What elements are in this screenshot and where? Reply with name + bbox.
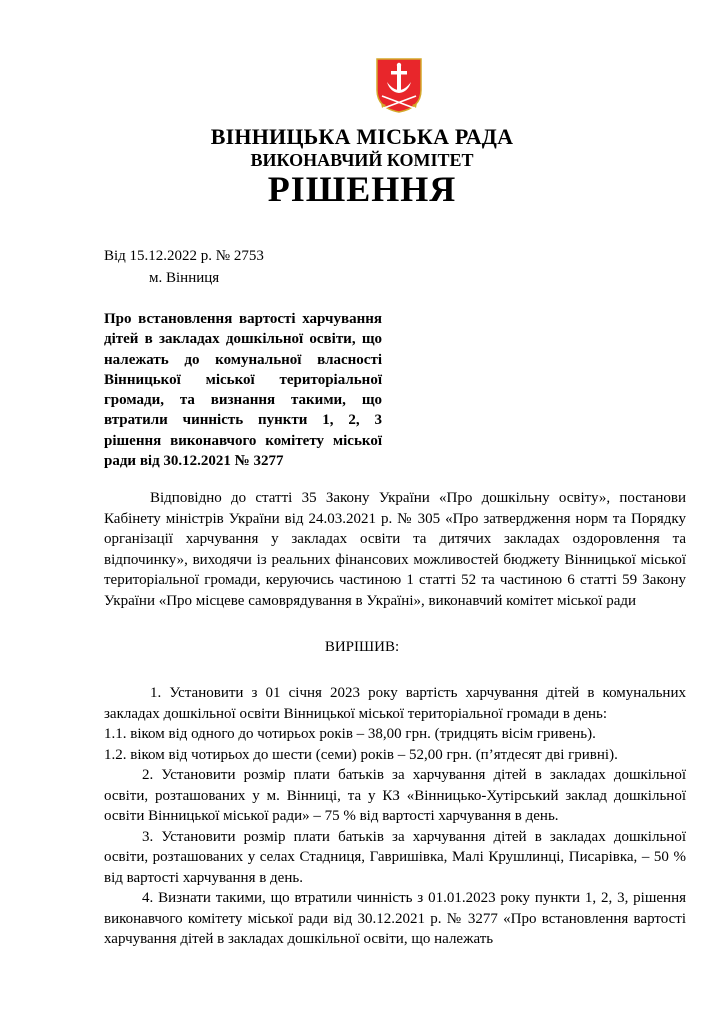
item-1-2: 1.2. віком від чотирьох до шести (семи) років – 52,00 грн. (п’ятдесят дві гривні). xyxy=(104,746,618,763)
city: м. Вінниця xyxy=(149,270,220,286)
decision-heading: ВИРІШИВ: xyxy=(324,639,400,655)
decision-items xyxy=(104,683,686,950)
item-4: 4. Визнати такими, що втратили чинність з 01.01.2023 року пункти 1, 2, 3, рішення виконавчого комітету міської ради від 30.12.2021 р. № 3277 «Про встановлення вартості харчування дітей в закладах дошкільної освіти, що належать xyxy=(104,890,686,947)
item-1-1: 1.1. віком від одного до чотирьох років – 38,00 грн. (тридцять вісім гривень). xyxy=(104,726,596,742)
date-and-number: Від 15.12.2022 р. № 2753 xyxy=(104,248,264,264)
committee-title: ВИКОНАВЧИЙ КОМІТЕТ xyxy=(250,150,474,170)
coat-of-arms-icon xyxy=(374,56,424,114)
council-title: ВІННИЦЬКА МІСЬКА РАДА xyxy=(210,124,514,149)
document-type-title: РІШЕННЯ xyxy=(267,169,457,209)
item-2: 2. Установити розмір плати батьків за харчування дітей в закладах дошкільної освіти, розташованих у м. Вінниці, та у КЗ «Вінницько-Хутірський заклад дошкільної освіти Вінницької міської ради» – 75 % від вартості харчування в день. xyxy=(104,767,686,824)
preamble-paragraph: Відповідно до статті 35 Закону України «Про дошкільну освіту», постанови Кабінету міністрів України від 24.03.2021 р. № 305 «Про затвердження норм та Порядку організації харчування у закладах освіти та дитячих закладах оздоровлення та відпочинку», виходячи із реальних фінансових можливостей бюджету Вінницької міської територіальної громади, керуючись частиною 1 статті 52 та частиною 6 статті 59 Закону України «Про місцеве самоврядування в Україні», виконавчий комітет міської ради xyxy=(104,490,686,609)
item-1: 1. Установити з 01 січня 2023 року вартість харчування дітей в комунальних закладах дошкільної освіти Вінницької міської територіальної громади в день: xyxy=(104,685,686,722)
decision-subject: Про встановлення вартості харчування дітей в закладах дошкільної освіти, що належать до комунальної власності Вінницької міської територіальної громади, та визнання такими, що втратили чинність пункти 1, 2, 3 рішення виконавчого комітету міської ради від 30.12.2021 № 3277 xyxy=(104,311,382,470)
item-3: 3. Установити розмір плати батьків за харчування дітей в закладах дошкільної освіти, розташованих у селах Стадниця, Гавришівка, Малі Крушлинці, Писарівка, – 50 % від вартості харчування в день. xyxy=(104,828,686,886)
